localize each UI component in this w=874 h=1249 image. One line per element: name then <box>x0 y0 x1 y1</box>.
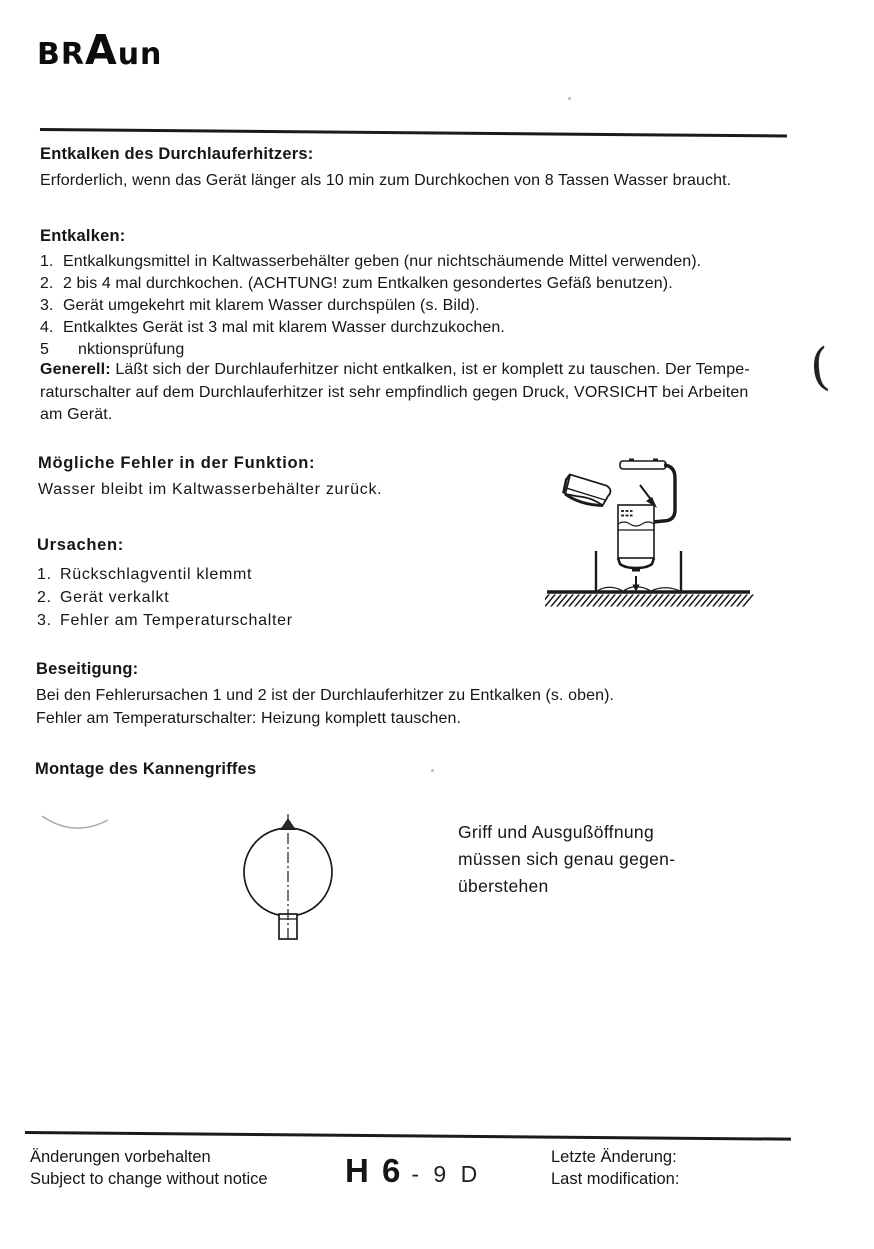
beseitigung-line2: Fehler am Temperaturschalter: Heizung komplett tauschen. <box>36 710 462 727</box>
water-puddles <box>598 587 679 591</box>
pouring-jug-icon <box>561 472 612 510</box>
descale-body: Erforderlich, wenn das Gerät länger als 10 min zum Durchkochen von 8 Tassen Wasser braucht. <box>40 172 732 189</box>
scan-artifact-parenthesis: ( <box>807 337 833 397</box>
footer-right-en: Last modification: <box>551 1170 680 1188</box>
footer-divider <box>25 1131 791 1141</box>
montage-caption: Griff und Ausgußöffnung müssen sich genau gegen- überstehen <box>458 822 676 896</box>
note-line: raturschalter auf dem Durchlauferhitzer ist sehr empfindlich gegen Druck, VORSICHT bei Arbeiten <box>40 383 749 401</box>
footer-right-de: Letzte Änderung: <box>551 1148 677 1166</box>
beseitigung-line1: Bei den Fehlerursachen 1 und 2 ist der Durchlauferhitzer zu Entkalken (s. oben). <box>36 687 615 704</box>
rinse-device-diagram <box>545 448 760 608</box>
list-item: 4. Entkalktes Gerät ist 3 mal mit klarem Wasser durchzukochen. <box>40 319 505 336</box>
logo-text-un: un <box>117 37 163 72</box>
list-item: 1. Entkalkungsmittel in Kaltwasserbehälter geben (nur nichtschäumende Mittel verwenden). <box>40 253 702 270</box>
fehler-body: Wasser bleibt im Kaltwasserbehälter zurück. <box>38 481 383 498</box>
list-item: 2. Gerät verkalkt <box>37 589 170 606</box>
heading-entkalken: Entkalken: <box>40 227 126 245</box>
list-item: 3. Fehler am Temperaturschalter <box>37 612 293 629</box>
base-bar <box>620 459 666 470</box>
generell-note <box>40 361 750 429</box>
heater-cylinder <box>618 505 654 572</box>
braun-logo <box>37 26 163 74</box>
note-line: am Gerät. <box>40 406 113 423</box>
scan-speck <box>568 97 571 100</box>
generell-label: Generell: <box>40 361 111 378</box>
scan-speck <box>431 769 434 772</box>
heading-fehler: Mögliche Fehler in der Funktion: <box>38 454 316 472</box>
page-code-main: H 6 <box>345 1152 403 1189</box>
spout-marker <box>281 819 295 830</box>
page-code-suffix: - 9 D <box>411 1161 482 1187</box>
footer-right <box>551 1148 679 1192</box>
list-item: 3. Gerät umgekehrt mit klarem Wasser durchspülen (s. Bild). <box>40 297 480 314</box>
heading-beseitigung: Beseitigung: <box>36 660 139 678</box>
footer-page-code <box>345 1152 481 1190</box>
scan-artifact-arc <box>40 812 112 836</box>
ursachen-list <box>37 563 293 632</box>
footer-left <box>30 1148 268 1192</box>
entkalken-list <box>40 253 701 363</box>
heading-montage: Montage des Kannengriffes <box>35 760 257 778</box>
footer-left-en: Subject to change without notice <box>30 1170 268 1188</box>
pot-top-view-diagram <box>222 808 382 943</box>
list-item-partially-obscured: 5 nktionsprüfung <box>40 341 185 358</box>
footer-left-de: Änderungen vorbehalten <box>30 1148 211 1166</box>
top-divider <box>40 128 787 138</box>
heading-ursachen: Ursachen: <box>37 536 124 554</box>
list-item: 1. Rückschlagventil klemmt <box>37 566 253 583</box>
heading-descale: Entkalken des Durchlauferhitzers: <box>40 145 314 163</box>
drip-arrow-icon <box>633 576 640 592</box>
list-item: 2. 2 bis 4 mal durchkochen. (ACHTUNG! zum Entkalken gesondertes Gefäß benutzen). <box>40 275 673 292</box>
water-tube <box>653 465 675 522</box>
logo-text-br: BR <box>37 37 85 72</box>
note-line: Generell: Läßt sich der Durchlauferhitzer nicht entkalken, ist er komplett zu tauschen. Der Tempe- <box>40 361 750 378</box>
logo-text-a: A <box>84 26 118 74</box>
